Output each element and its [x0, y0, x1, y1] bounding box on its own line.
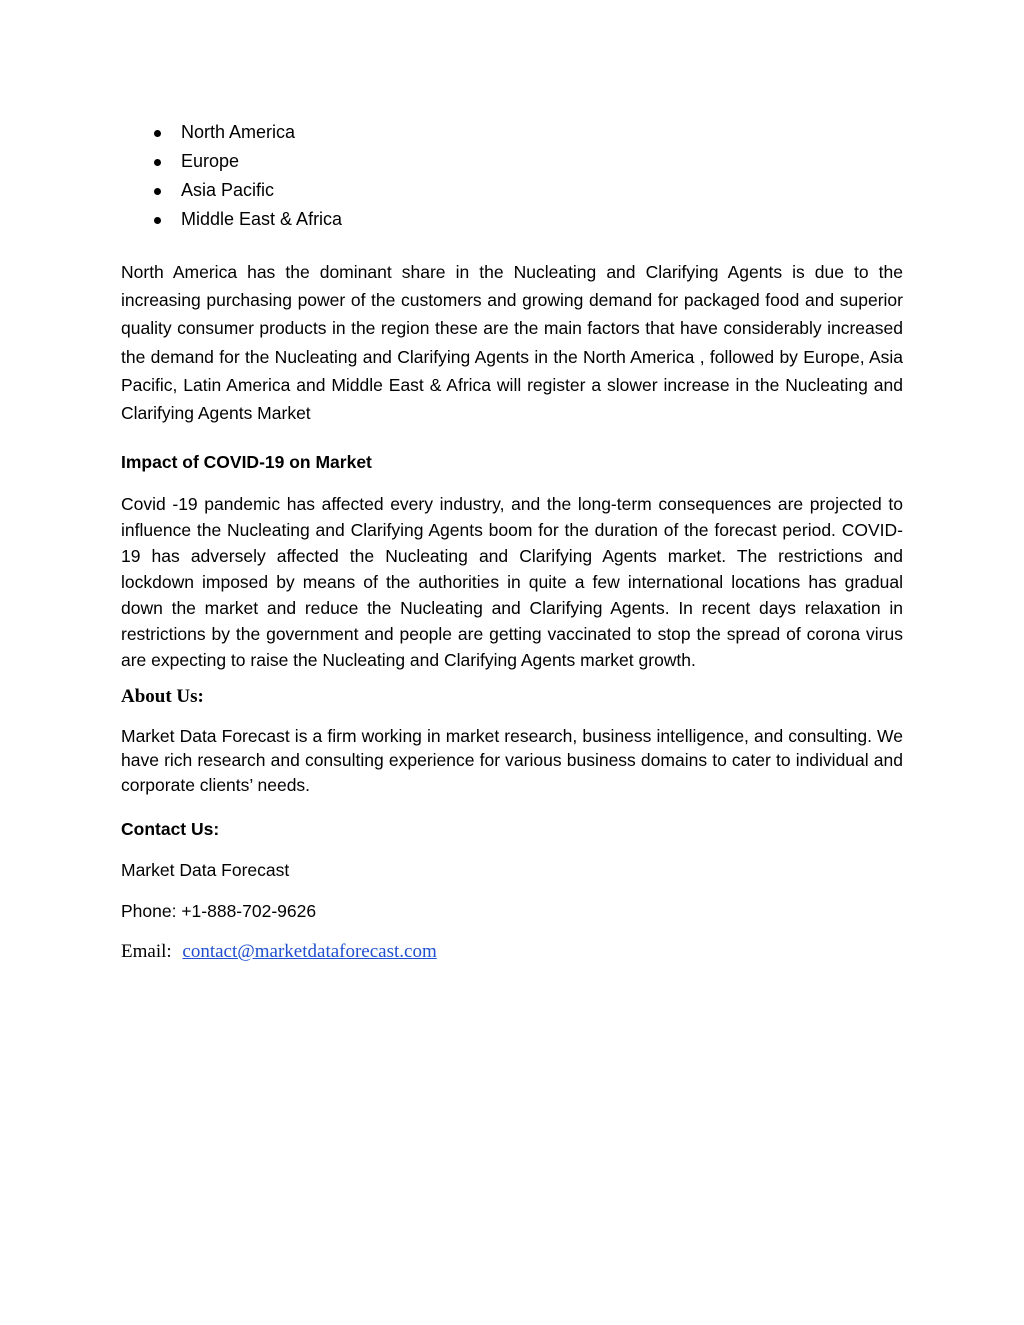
list-item [121, 118, 903, 147]
bullet-icon [154, 159, 161, 166]
about-heading: About Us: [121, 685, 204, 707]
email-label: Email: [121, 941, 172, 963]
about-paragraph: Market Data Forecast is a firm working in market research, business intelligence, and consulting. We have rich research and consulting experience for various business domains to cater to individual and corporate clients’ needs. [121, 725, 903, 795]
covid-paragraph: Covid -19 pandemic has affected every industry, and the long-term consequences are projected to influence the Nucleating and Clarifying Agents boom for the duration of the forecast period. COVID-19 has adversely affected the Nucleating and Clarifying Agents market. The restrictions and lockdown imposed by means of the authorities in quite a few international locations has gradual down the market and reduce the Nucleating and Clarifying Agents. In recent days relaxation in restrictions by the government and people are getting vaccinated to stop the spread of corona virus are expecting to raise the Nucleating and Clarifying Agents market growth. [121, 494, 903, 670]
region-label: Middle East & Africa [181, 209, 343, 229]
bullet-icon [154, 188, 161, 195]
document-page [121, 118, 903, 967]
email-row [121, 937, 903, 967]
list-item [121, 205, 903, 234]
region-label: Asia Pacific [181, 180, 275, 200]
covid-heading: Impact of COVID-19 on Market [121, 452, 372, 473]
region-list [121, 118, 903, 234]
region-label: Europe [181, 151, 240, 171]
bullet-icon [154, 130, 161, 137]
company-name: Market Data Forecast [121, 860, 290, 881]
region-label: North America [181, 122, 296, 142]
email-link[interactable]: contact@marketdataforecast.com [182, 941, 437, 963]
bullet-icon [154, 217, 161, 224]
contact-heading: Contact Us: [121, 819, 220, 840]
north-america-paragraph: North America has the dominant share in the Nucleating and Clarifying Agents is due to the increasing purchasing power of the customers and growing demand for packaged food and superior quality consumer products in the region these are the main factors that have considerably increased the demand for the Nucleating and Clarifying Agents in the North America , followed by Europe, Asia Pacific, Latin America and Middle East & Africa will register a slower increase in the Nucleating and Clarifying Agents Market [121, 262, 903, 424]
phone-number: Phone: +1-888-702-9626 [121, 901, 317, 922]
list-item [121, 147, 903, 176]
list-item [121, 176, 903, 205]
